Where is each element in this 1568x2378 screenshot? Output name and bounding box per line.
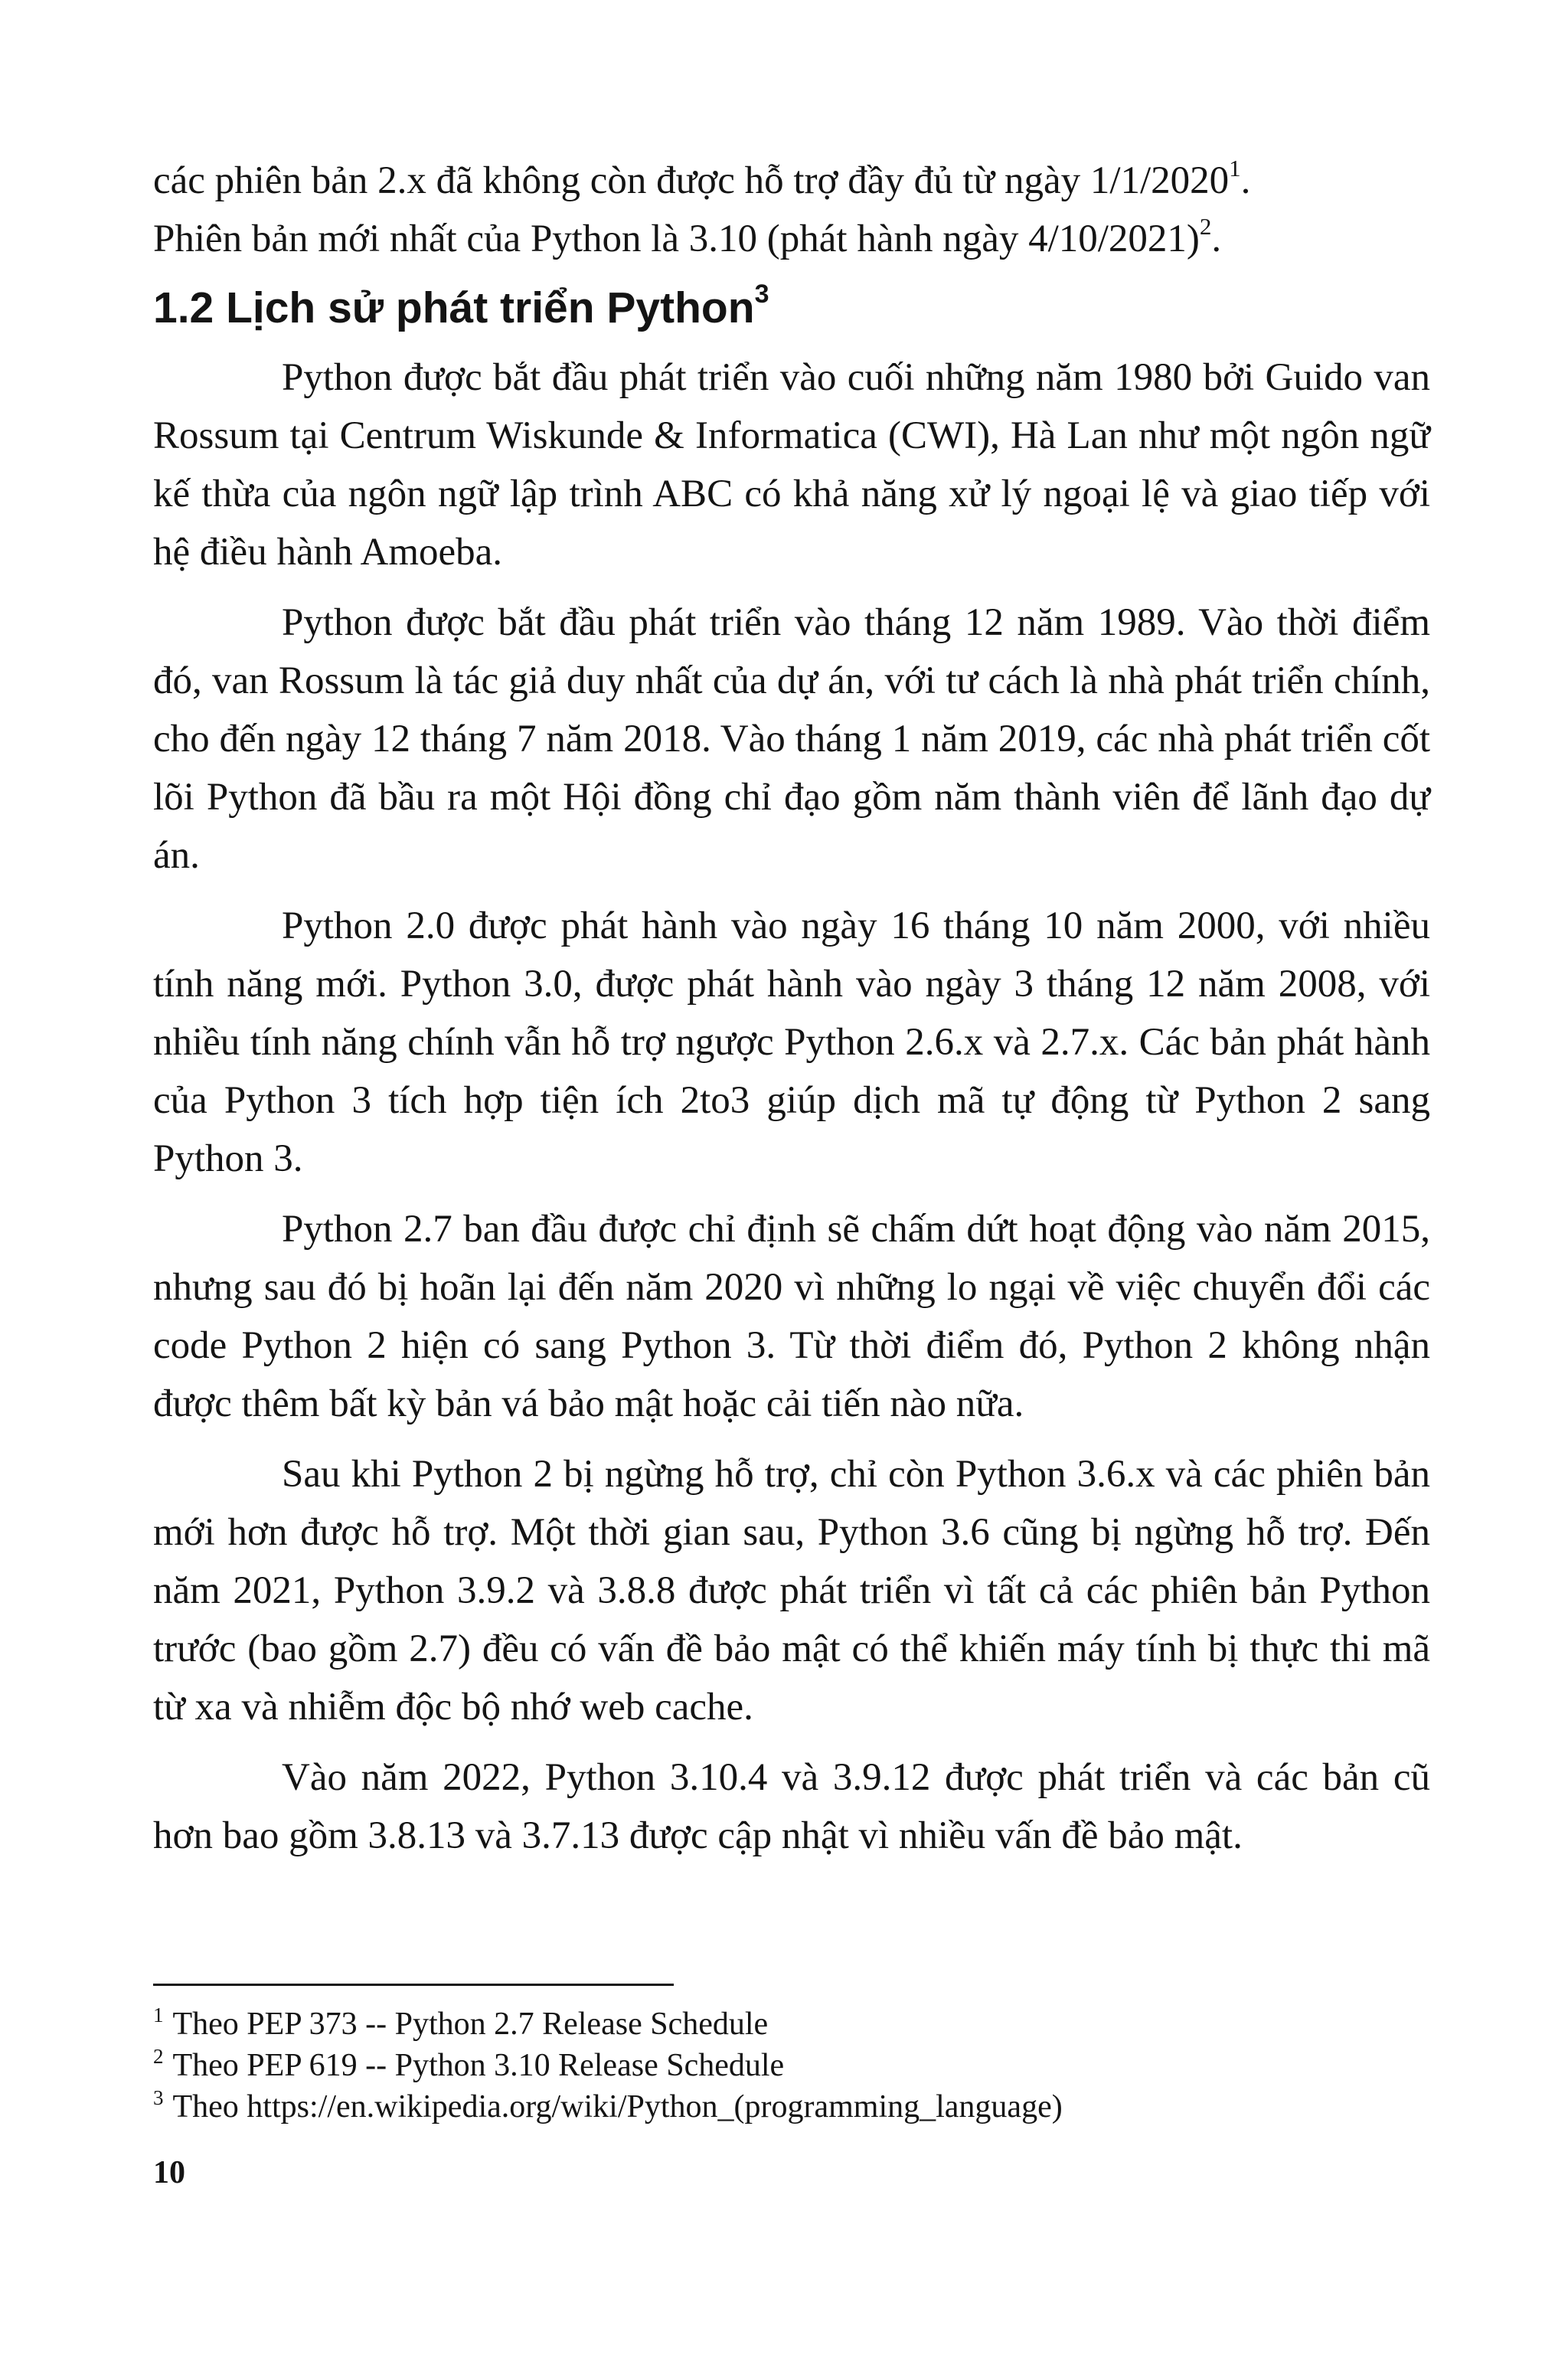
paragraph: Python được bắt đầu phát triển vào tháng 12 năm 1989. Vào thời điểm đó, van Rossum là tác giả duy nhất của dự án, với tư cách là nhà phát triển chính, cho đến ngày 12 tháng 7 năm 2018. Vào tháng 1 năm 2019, các nhà phát triển cốt lõi Python đã bầu ra một Hội đồng chỉ đạo gồm năm thành viên để lãnh đạo dự án. — [153, 601, 1430, 877]
footnote-text: Theo PEP 373 -- Python 2.7 Release Schedule — [172, 2007, 769, 2042]
footnote-ref-2[interactable]: 2 — [1199, 213, 1212, 240]
intro-line-2 — [153, 210, 1430, 268]
paragraph: Python 2.7 ban đầu được chỉ định sẽ chấm dứt hoạt động vào năm 2015, nhưng sau đó bị hoãn lại đến năm 2020 vì những lo ngại về việc chuyển đổi các code Python 2 hiện có sang Python 3. Từ thời điểm đó, Python 2 không nhận được thêm bất kỳ bản vá bảo mật hoặc cải tiến nào nữa. — [153, 1208, 1430, 1425]
intro-line-1-end: . — [1240, 159, 1251, 202]
paragraph: Python 2.0 được phát hành vào ngày 16 tháng 10 năm 2000, với nhiều tính năng mới. Python 3.0, được phát hành vào ngày 3 tháng 12 năm 2008, với nhiều tính năng chính vẫn hỗ trợ ngược Python 2.6.x và 2.7.x. Các bản phát hành của Python 3 tích hợp tiện ích 2to3 giúp dịch mã tự động từ Python 2 sang Python 3. — [153, 904, 1430, 1180]
footnote-mark: 1 — [153, 2003, 164, 2026]
footnote-mark: 2 — [153, 2045, 164, 2068]
footnote-mark: 3 — [153, 2086, 164, 2109]
paragraph: Sau khi Python 2 bị ngừng hỗ trợ, chỉ còn Python 3.6.x và các phiên bản mới hơn được hỗ trợ. Một thời gian sau, Python 3.6 cũng bị ngừng hỗ trợ. Đến năm 2021, Python 3.9.2 và 3.8.8 được phát triển vì tất cả các phiên bản Python trước (bao gồm 2.7) đều có vấn đề bảo mật có thể khiến máy tính bị thực thi mã từ xa và nhiễm độc bộ nhớ web cache. — [153, 1453, 1430, 1729]
intro-text — [153, 152, 1430, 268]
intro-line-2-end: . — [1211, 218, 1222, 260]
intro-line-1-text: các phiên bản 2.x đã không còn được hỗ trợ đầy đủ từ ngày 1/1/2020 — [153, 159, 1230, 202]
paragraph: Vào năm 2022, Python 3.10.4 và 3.9.12 được phát triển và các bản cũ hơn bao gồm 3.8.13 và 3.7.13 được cập nhật vì nhiều vấn đề bảo mật. — [153, 1756, 1430, 1857]
footnote-divider — [153, 1984, 674, 1986]
footnote-item — [153, 2086, 1063, 2128]
page-number: 10 — [153, 2155, 185, 2190]
footnote-item — [153, 2045, 1063, 2086]
footnote-text: Theo PEP 619 -- Python 3.10 Release Schedule — [172, 2048, 785, 2083]
paragraph: Python được bắt đầu phát triển vào cuối những năm 1980 bởi Guido van Rossum tại Centrum Wiskunde & Informatica (CWI), Hà Lan như một ngôn ngữ kế thừa của ngôn ngữ lập trình ABC có khả năng xử lý ngoại lệ và giao tiếp với hệ điều hành Amoeba. — [153, 356, 1430, 574]
footnote-link[interactable]: Theo https://en.wikipedia.org/wiki/Python_(programming_language) — [172, 2089, 1063, 2124]
section-heading-text: 1.2 Lịch sử phát triển Python — [153, 283, 755, 332]
intro-line-2-text: Phiên bản mới nhất của Python là 3.10 (phát hành ngày 4/10/2021) — [153, 218, 1200, 260]
footnote-ref-3[interactable]: 3 — [754, 280, 769, 309]
section-body — [153, 348, 1430, 1865]
intro-line-1 — [153, 152, 1430, 210]
footnote-ref-1[interactable]: 1 — [1229, 155, 1241, 182]
footnote-item — [153, 2003, 1063, 2045]
footnotes — [153, 2003, 1063, 2128]
section-heading — [153, 277, 769, 339]
